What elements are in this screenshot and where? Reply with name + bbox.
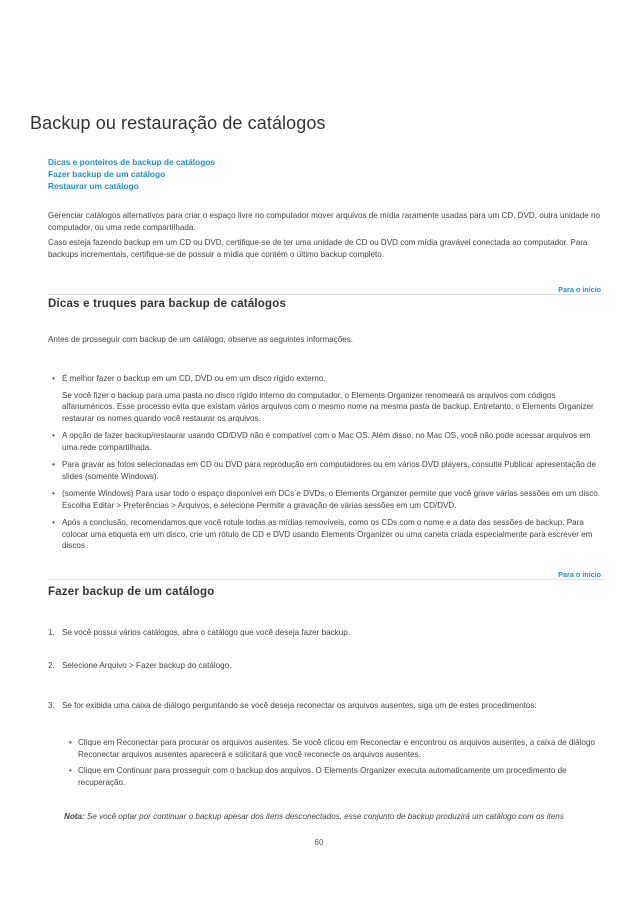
numbered-step: 1. Se você possui vários catálogos, abra o catálogo que você deseja fazer backup. — [48, 628, 350, 637]
bullet-icon: • — [52, 460, 55, 469]
numbered-step: 3. Se for exibida uma caixa de diálogo perguntando se você deseja reconectar os arquivos ausentes, siga um de estes procedimentos: — [48, 701, 537, 710]
list-item-detail: Se você fizer o backup para uma pasta no disco rígido interno do computador, o Elements Organizer renomeará os arquivos com códigos alfanuméricos. Esse processo evita que existam vários arquivos com o mesmo nome na mesma pasta de backup. Entretanto, o Elements Organizer restaurar os nomes quando você restaurar os arquivos. — [62, 390, 594, 423]
step-options-list — [66, 737, 604, 793]
list-item: • Clique em Continuar para prosseguir com o backup dos arquivos. O Elements Organizer executa automaticamente um procedimento de recuperação. — [69, 766, 567, 787]
note-text: Se você optar por continuar o backup apesar dos itens desconectados, esse conjunto de backup produzirá um catálogo com os itens — [86, 812, 564, 821]
section-heading-backup: Fazer backup de um catálogo — [48, 586, 215, 598]
bullet-icon: • — [52, 518, 55, 527]
list-item: • Após a conclusão, recomendamos que você rotule todas as mídias removíveis, como os CDs com o nome e a data das sessões de backup. Para colocar uma etiqueta em um disco, crie um rótulo de CD e DVD usando Elements Organizer ou uma caneta criada especialmente para escrever em discos — [52, 518, 593, 550]
tips-list — [48, 373, 604, 558]
toc-link-tips[interactable]: Dicas e ponteiros de backup de catálogos — [48, 157, 216, 167]
note-label: Nota: — [64, 812, 85, 821]
back-to-top-link[interactable]: Para o início — [558, 285, 601, 294]
list-item: • Clique em Reconectar para procurar os arquivos ausentes. Se você clicou em Reconectar e encontrou os arquivos ausentes, a caixa de diálogo Reconectar arquivos ausentes aparecerá e solicitará que você reconecte os arquivos ausentes. — [69, 738, 595, 759]
page-title: Backup ou restauração de catálogos — [30, 113, 326, 133]
page-number: 60 — [314, 838, 324, 847]
back-to-top-link[interactable]: Para o início — [558, 570, 601, 579]
toc-link-backup[interactable]: Fazer backup de um catálogo — [48, 169, 166, 179]
section-heading-tips: Dicas e truques para backup de catálogos — [48, 298, 287, 310]
bullet-icon: • — [52, 489, 55, 498]
section-divider — [48, 579, 604, 580]
table-of-contents — [48, 156, 215, 192]
note — [64, 811, 604, 823]
bullet-icon: • — [69, 766, 72, 775]
list-item: • É melhor fazer o backup em um CD, DVD ou em um disco rígido externo. Se você fizer o backup para uma pasta no disco rígido interno do computador, o Elements Organizer renomeará os arquivos com códigos alfanuméricos. Esse processo evita que existam vários arquivos com o mesmo nome na mesma pasta de backup. Entretanto, o Elements Organizer restaurar os nomes quando você restaurar os arquivos. — [48, 373, 604, 424]
list-item: • Para gravar as fotos selecionadas em CD ou DVD para reprodução em computadores ou em vários DVD players, consulte Publicar apresentação de slides (somente Windows). — [52, 460, 597, 481]
bullet-icon: • — [52, 431, 55, 440]
section-lead: Antes de prosseguir com backup de um catálogo, observe as seguintes informações. — [48, 335, 354, 344]
intro-paragraph: Caso esteja fazendo backup em um CD ou DVD, certifique-se de ter uma unidade de CD ou DVD com mídia gravável conectada ao computador. Para backups incrementais, certifique-se de possuir a mídia que contém o último backup completo. — [48, 238, 588, 259]
toc-link-restore[interactable]: Restaurar um catálogo — [48, 181, 139, 191]
intro-paragraph: Gerenciar catálogos alternativos para criar o espaço livre no computador mover arquivos de mídia raramente usadas para um CD, DVD, outra unidade no computador, ou uma rede compartilhada. — [48, 211, 601, 232]
list-item: • A opção de fazer backup/restaurar usando CD/DVD não é compatível com o Mac OS. Além disso, no Mac OS, você não pode acessar arquivos em uma rede compartilhada. — [52, 431, 591, 452]
numbered-step: 2. Selecione Arquivo > Fazer backup do catálogo. — [48, 661, 232, 670]
bullet-icon: • — [69, 738, 72, 747]
section-divider — [48, 294, 604, 295]
bullet-icon: • — [52, 374, 55, 383]
list-item: • (somente Windows) Para usar todo o espaço disponível em DCs e DVDs, o Elements Organizer permite que você grave várias sessões em um disco. Escolha Editar > Preferências > Arquivos, e selecione Permitir a gravação de várias sessões em um CD/DVD. — [52, 489, 601, 510]
